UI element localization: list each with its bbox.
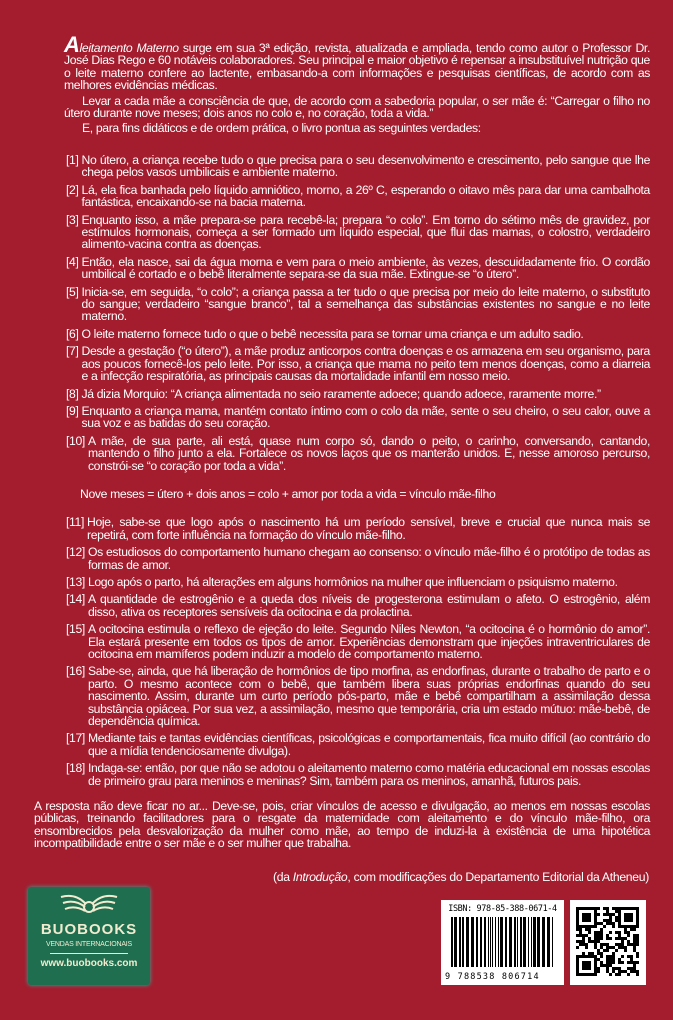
- item-text: Mediante tais e tantas evidências científicas, psicológicas e comportamentais, fica muito difícil (ao contrário do que a mídia tendenciosamente divulga).: [87, 731, 650, 758]
- item-text: No útero, a criança recebe tudo o que precisa para o seu desenvolvimento e crescimento, pelo sangue que lhe chega pelos vasos umbilicais e ambiente materno.: [81, 153, 650, 180]
- item-number: [14]: [66, 592, 85, 607]
- truth-item: [66, 405, 650, 430]
- item-number: [3]: [66, 212, 79, 227]
- truth-item: [66, 328, 650, 340]
- item-text: A quantidade de estrogênio e a queda dos níveis de progesterona estimulam o afeto. O estrogênio, além disso, ativa os receptores sensíveis da ocitocina e da prolactina.: [87, 592, 650, 619]
- book-title-rest: leitamento Materno: [79, 41, 179, 55]
- item-text: Já dizia Morquio: “A criança alimentada no seio raramente adoece; quando adoece, raramente morre.”: [81, 386, 601, 401]
- item-text: Logo após o parto, há alterações em alguns hormônios na mulher que influenciam o psiquismo materno.: [87, 574, 618, 589]
- item-number: [17]: [66, 731, 85, 746]
- item-text: Lá, ela fica banhada pelo líquido amniótico, morno, a 26º C, esperando o oitavo mês para dar uma cambalhota fantástica, encaixando-se na bacia materna.: [81, 182, 650, 210]
- item-number: [18]: [66, 761, 85, 776]
- item-number: [13]: [66, 574, 85, 589]
- truth-item: [66, 732, 650, 757]
- attribution-post: , com modificações do Departamento Editorial da Atheneu): [347, 870, 649, 884]
- item-text: Enquanto isso, a mãe prepara-se para recebê-la; prepara “o colo”. Em torno do sétimo mês de gravidez, por estímulos hormonais, começa a ser formado um líquido especial, que flui das mamas, o colostro, verdadeiro alimento-vacina contra as doenças.: [81, 212, 650, 252]
- intro: [64, 32, 650, 138]
- intro-paragraph-1: [64, 32, 650, 93]
- truth-item: [66, 665, 650, 727]
- intro-text: surge em sua 3ª edição, revista, atualizada e ampliada, tendo como autor o Professor Dr. José Dias Rego e 60 notáveis colaboradores. Seu principal e maior objetivo é repensar a insubstituível nutrição que o leite materno confere ao lactente, embasando-a com informações e pesquisas científicas, de acordo com as melhores evidências médicas.: [64, 41, 650, 93]
- item-text: Os estudiosos do comportamento humano chegam ao consenso: o vínculo mãe-filho é o protótipo de todas as formas de amor.: [87, 545, 650, 572]
- attribution: [273, 870, 649, 884]
- item-number: [12]: [66, 545, 85, 560]
- item-number: [5]: [66, 284, 79, 299]
- buobooks-logo: [28, 887, 150, 985]
- item-text: A ocitocina estimula o reflexo de ejeção do leite. Segundo Niles Newton, “a ocitocina é o hormônio do amor”. Ela estará presente em todos os tipos de amor. Experiências demonstram que injeções intraventriculares de ocitocina em mamíferos podem induzir a modelo de comportamento materno.: [87, 622, 650, 661]
- owl-wings-icon: [59, 891, 119, 919]
- item-text: Sabe-se, ainda, que há liberação de hormônios de tipo morfina, as endorfinas, durante o trabalho de parto e o parto. O mesmo acontece com o bebê, que também libera suas próprias endorfinas quando do seu nascimento. Assim, durante um curto período pós-parto, mãe e bebê compartilham a assimilação dessa substância opiácea. Por sua vez, a assimilação, mesmo que temporária, cria um estado mútuo: mãe-bebê, de dependência química.: [87, 664, 650, 729]
- item-number: [8]: [66, 386, 79, 401]
- item-text: Enquanto a criança mama, mantém contato íntimo com o colo da mãe, sente o seu cheiro, o seu calor, ouve a sua voz e as batidas do seu coração.: [81, 403, 650, 431]
- barcode-icon: [451, 917, 555, 967]
- truth-item: [66, 256, 650, 281]
- truth-item: [66, 623, 650, 660]
- item-number: [11]: [66, 515, 85, 530]
- truth-item: [66, 286, 650, 323]
- truth-item: [66, 593, 650, 618]
- logo-divider: [50, 953, 128, 954]
- logo-brand: BUOBOOKS: [40, 921, 138, 938]
- truths-list: [66, 154, 650, 792]
- qr-code-icon: [570, 900, 646, 985]
- item-number: [7]: [66, 344, 79, 359]
- item-number: [9]: [66, 403, 79, 418]
- truth-item: [66, 388, 650, 400]
- item-number: [16]: [66, 664, 85, 679]
- item-text: Indaga-se: então, por que não se adotou o aleitamento materno como matéria educacional em nossas escolas de primeiro grau para meninos e meninas? Sim, também para os meninos, amanhã, futuros pais.: [87, 761, 650, 788]
- item-text: Inicia-se, em seguida, “o colo”; a criança passa a ter tudo o que precisa por meio do leite materno, o substituto do sangue; verdadeiro “sangue branco”, tal a semelhança das substâncias existentes no sangue e no leite materno.: [81, 284, 650, 324]
- logo-url: www.buobooks.com: [40, 958, 138, 969]
- logo-subtitle: VENDAS INTERNACIONAIS: [45, 941, 133, 948]
- item-number: [4]: [66, 254, 79, 269]
- truth-item: [66, 214, 650, 251]
- truth-item: [66, 762, 650, 787]
- item-text: Desde a gestação (“o útero”), a mãe produz anticorpos contra doenças e os armazena em seu organismo, para aos poucos fornecê-los pelo leite. Por isso, a criança que mama no peito tem menos doenças, como a diarreia e a infecção respiratória, as principais causas da mortalidade infantil em nosso meio.: [81, 344, 650, 384]
- item-number: [10]: [66, 433, 85, 448]
- intro-paragraph-2: Levar a cada mãe a consciência de que, de acordo com a sabedoria popular, o ser mãe é: “Carregar o filho no útero durante nove meses; dois anos no colo e, no coração, toda a vida.”: [64, 93, 650, 121]
- item-number: [15]: [66, 622, 85, 637]
- attribution-italic: Introdução: [292, 870, 348, 884]
- item-number: [2]: [66, 182, 79, 197]
- item-text: Hoje, sabe-se que logo após o nascimento há um período sensível, breve e crucial que nunca mais se repetirá, com forte influência na formação do vínculo mãe-filho.: [87, 515, 650, 542]
- formula: Nove meses = útero + dois anos = colo + amor por toda a vida = vínculo mãe-filho: [80, 486, 496, 501]
- truth-item: [66, 435, 650, 472]
- intro-paragraph-3: E, para fins didáticos e de ordem prática, o livro pontua as seguintes verdades:: [82, 121, 481, 136]
- isbn-label: ISBN: 978-85-388-0671-4: [448, 904, 557, 914]
- item-text: O leite materno fornece tudo o que o bebê necessita para se tornar uma criança e um adulto sadio.: [81, 326, 584, 341]
- truth-item: [66, 546, 650, 571]
- item-number: [1]: [66, 153, 79, 167]
- item-text: A mãe, de sua parte, ali está, quase num corpo só, dando o peito, o carinho, conversando, cantando, mantendo o filho junto a ela. Fortalece os novos laços que os manterão unidos. E, nesse amoroso percurso, constrói-se “o coração por toda a vida”.: [87, 433, 650, 473]
- attribution-pre: (da: [272, 870, 293, 884]
- drop-cap: A: [64, 32, 80, 57]
- isbn-digits: 9 788538 806714: [445, 972, 540, 982]
- truth-item: [66, 345, 650, 382]
- truth-item: [66, 516, 650, 541]
- truth-item: [66, 184, 650, 209]
- item-text: Então, ela nasce, sai da água morna e vem para o meio ambiente, às vezes, descuidadamente frio. O cordão umbilical é cortado e o bebê literalmente separa-se da sua mãe. Extingue-se “o útero”.: [81, 254, 650, 282]
- qr-code: [570, 900, 646, 985]
- closing-paragraph: A resposta não deve ficar no ar... Deve-se, pois, criar vínculos de acesso e divulgação, ao menos em nossas escolas públicas, treinando facilitadores para o resgate da maternidade com aleitamento e do vínculo mãe-filho, ora ensombrecidos pela desvalorização da mulher como mãe, ao tempo de induzi-la à existência de uma hipotética incompatibilidade entre o ser mãe e o ser mulher que trabalha.: [34, 799, 650, 851]
- truth-item: [66, 576, 650, 588]
- isbn-barcode: [441, 900, 564, 985]
- item-number: [6]: [66, 326, 79, 341]
- truth-item: [66, 154, 650, 179]
